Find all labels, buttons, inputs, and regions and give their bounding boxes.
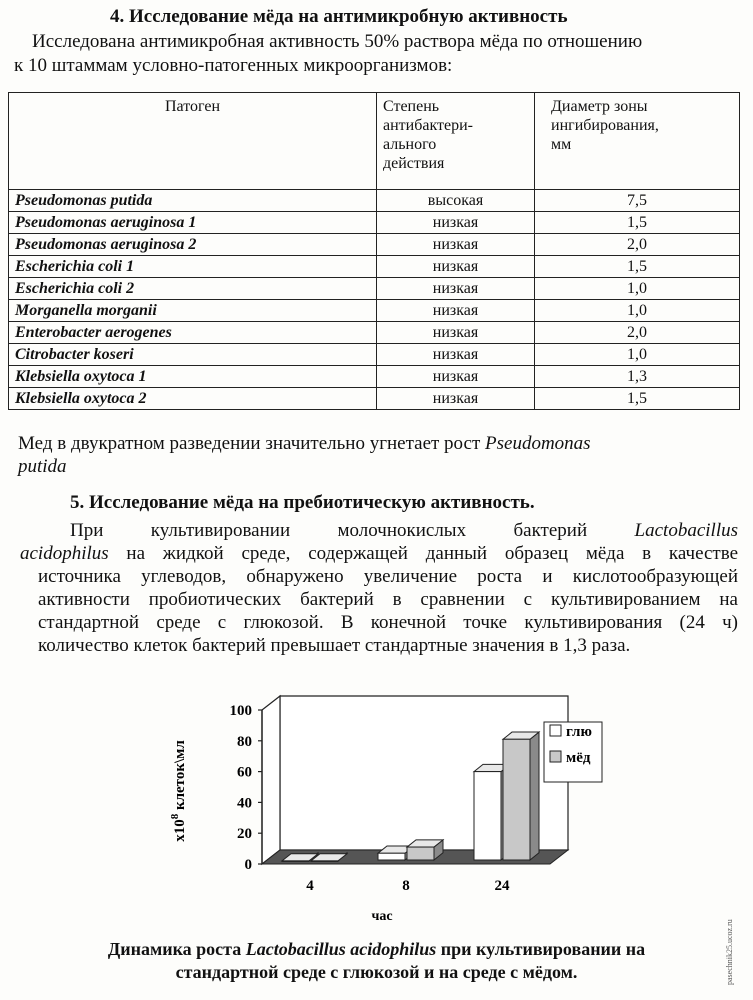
table-row <box>9 388 740 410</box>
diameter-cell: 1,0 <box>535 300 740 322</box>
pathogen-cell: Escherichia coli 2 <box>9 278 377 300</box>
y-tick-label: 80 <box>237 733 252 750</box>
bar-honey <box>503 739 530 860</box>
diameter-cell: 2,0 <box>535 234 740 256</box>
y-tick-label: 100 <box>229 703 252 719</box>
pathogen-cell: Escherichia coli 1 <box>9 256 377 278</box>
diameter-cell: 1,5 <box>535 256 740 278</box>
y-tick-label: 60 <box>237 764 252 781</box>
x-tick-label: 4 <box>306 878 314 894</box>
bar-honey <box>407 847 434 860</box>
note-paragraph: Мед в двукратном разведении значительно угнетает рост Pseudomonas putida <box>18 433 591 477</box>
table-row <box>9 234 740 256</box>
table-row <box>9 300 740 322</box>
bar-glucose <box>282 861 309 862</box>
figure-caption: Динамика роста Lactobacillus acidophilus при культивировании на стандартной среде с глюкозой и на среде с мёдом. <box>107 939 646 982</box>
table-row <box>9 322 740 344</box>
x-tick-label: 24 <box>494 878 510 894</box>
section5-title: 5. Исследование мёда на пребиотическую активность. <box>70 492 535 513</box>
section5-body: При культивировании молочнокислых бактерий Lactobacillus acidophilus на жидкой среде, содержащей данный образец мёда в качестве источника углеводов, обнаружено увеличение роста и кислотообразующей активности пробиотических бактерий в сравнении с культивированием на стандартной среде с глюкозой. В конечной точке культивирования (24 ч) количество клеток бактерий превышает стандартные значения в 1,3 раза. <box>20 520 738 656</box>
degree-cell: низкая <box>377 212 535 234</box>
degree-cell: низкая <box>377 300 535 322</box>
pathogen-cell: Klebsiella oxytoca 2 <box>9 388 377 410</box>
section4-title: 4. Исследование мёда на антимикробную активность <box>110 6 568 27</box>
table-row <box>9 212 740 234</box>
chart-side-wall <box>262 696 280 864</box>
table-row <box>9 278 740 300</box>
diameter-cell: 1,5 <box>535 212 740 234</box>
header-diameter: Диаметр зоны ингибирования, мм <box>535 93 740 190</box>
pathogen-cell: Citrobacter koseri <box>9 344 377 366</box>
degree-cell: низкая <box>377 256 535 278</box>
table-row <box>9 190 740 212</box>
table-row <box>9 366 740 388</box>
antimicrobial-table <box>8 92 740 410</box>
diameter-cell: 1,0 <box>535 344 740 366</box>
y-tick-label: 40 <box>237 795 252 812</box>
degree-cell: низкая <box>377 278 535 300</box>
y-axis-label: $x10^8$ клеток\мл <box>169 740 188 842</box>
pathogen-cell: Pseudomonas aeruginosa 2 <box>9 234 377 256</box>
section4-intro-line2: к 10 штаммам условно-патогенных микроорганизмов: <box>14 55 453 76</box>
pathogen-cell: Pseudomonas putida <box>9 190 377 212</box>
y-tick-label: 0 <box>244 857 252 873</box>
pathogen-cell: Pseudomonas aeruginosa 1 <box>9 212 377 234</box>
pathogen-cell: Klebsiella oxytoca 1 <box>9 366 377 388</box>
diameter-cell: 1,0 <box>535 278 740 300</box>
growth-chart <box>150 688 610 926</box>
legend-swatch <box>550 751 561 762</box>
pathogen-cell: Enterobacter aerogenes <box>9 322 377 344</box>
degree-cell: низкая <box>377 388 535 410</box>
table-row <box>9 344 740 366</box>
table-header-row <box>9 93 740 190</box>
header-degree: Степень антибактери- ального действия <box>377 93 535 190</box>
x-axis-label: час <box>371 909 393 924</box>
legend-label: мёд <box>566 750 591 766</box>
pathogen-cell: Morganella morganii <box>9 300 377 322</box>
diameter-cell: 2,0 <box>535 322 740 344</box>
bar-side <box>530 732 539 860</box>
bar-glucose <box>378 853 405 860</box>
bar-glucose <box>474 772 501 860</box>
degree-cell: низкая <box>377 322 535 344</box>
diameter-cell: 7,5 <box>535 190 740 212</box>
header-pathogen: Патоген <box>9 93 377 190</box>
degree-cell: низкая <box>377 366 535 388</box>
section4-intro-line1: Исследована антимикробная активность 50% раствора мёда по отношению <box>32 31 643 52</box>
y-tick-label: 20 <box>237 826 252 843</box>
legend-swatch <box>550 725 561 736</box>
degree-cell: низкая <box>377 344 535 366</box>
degree-cell: низкая <box>377 234 535 256</box>
legend-label: глю <box>566 724 592 740</box>
watermark: pasechnik25.ucoz.ru <box>725 919 734 985</box>
degree-cell: высокая <box>377 190 535 212</box>
x-tick-label: 8 <box>402 878 410 894</box>
table-row <box>9 256 740 278</box>
diameter-cell: 1,5 <box>535 388 740 410</box>
diameter-cell: 1,3 <box>535 366 740 388</box>
bar-honey <box>311 861 338 862</box>
